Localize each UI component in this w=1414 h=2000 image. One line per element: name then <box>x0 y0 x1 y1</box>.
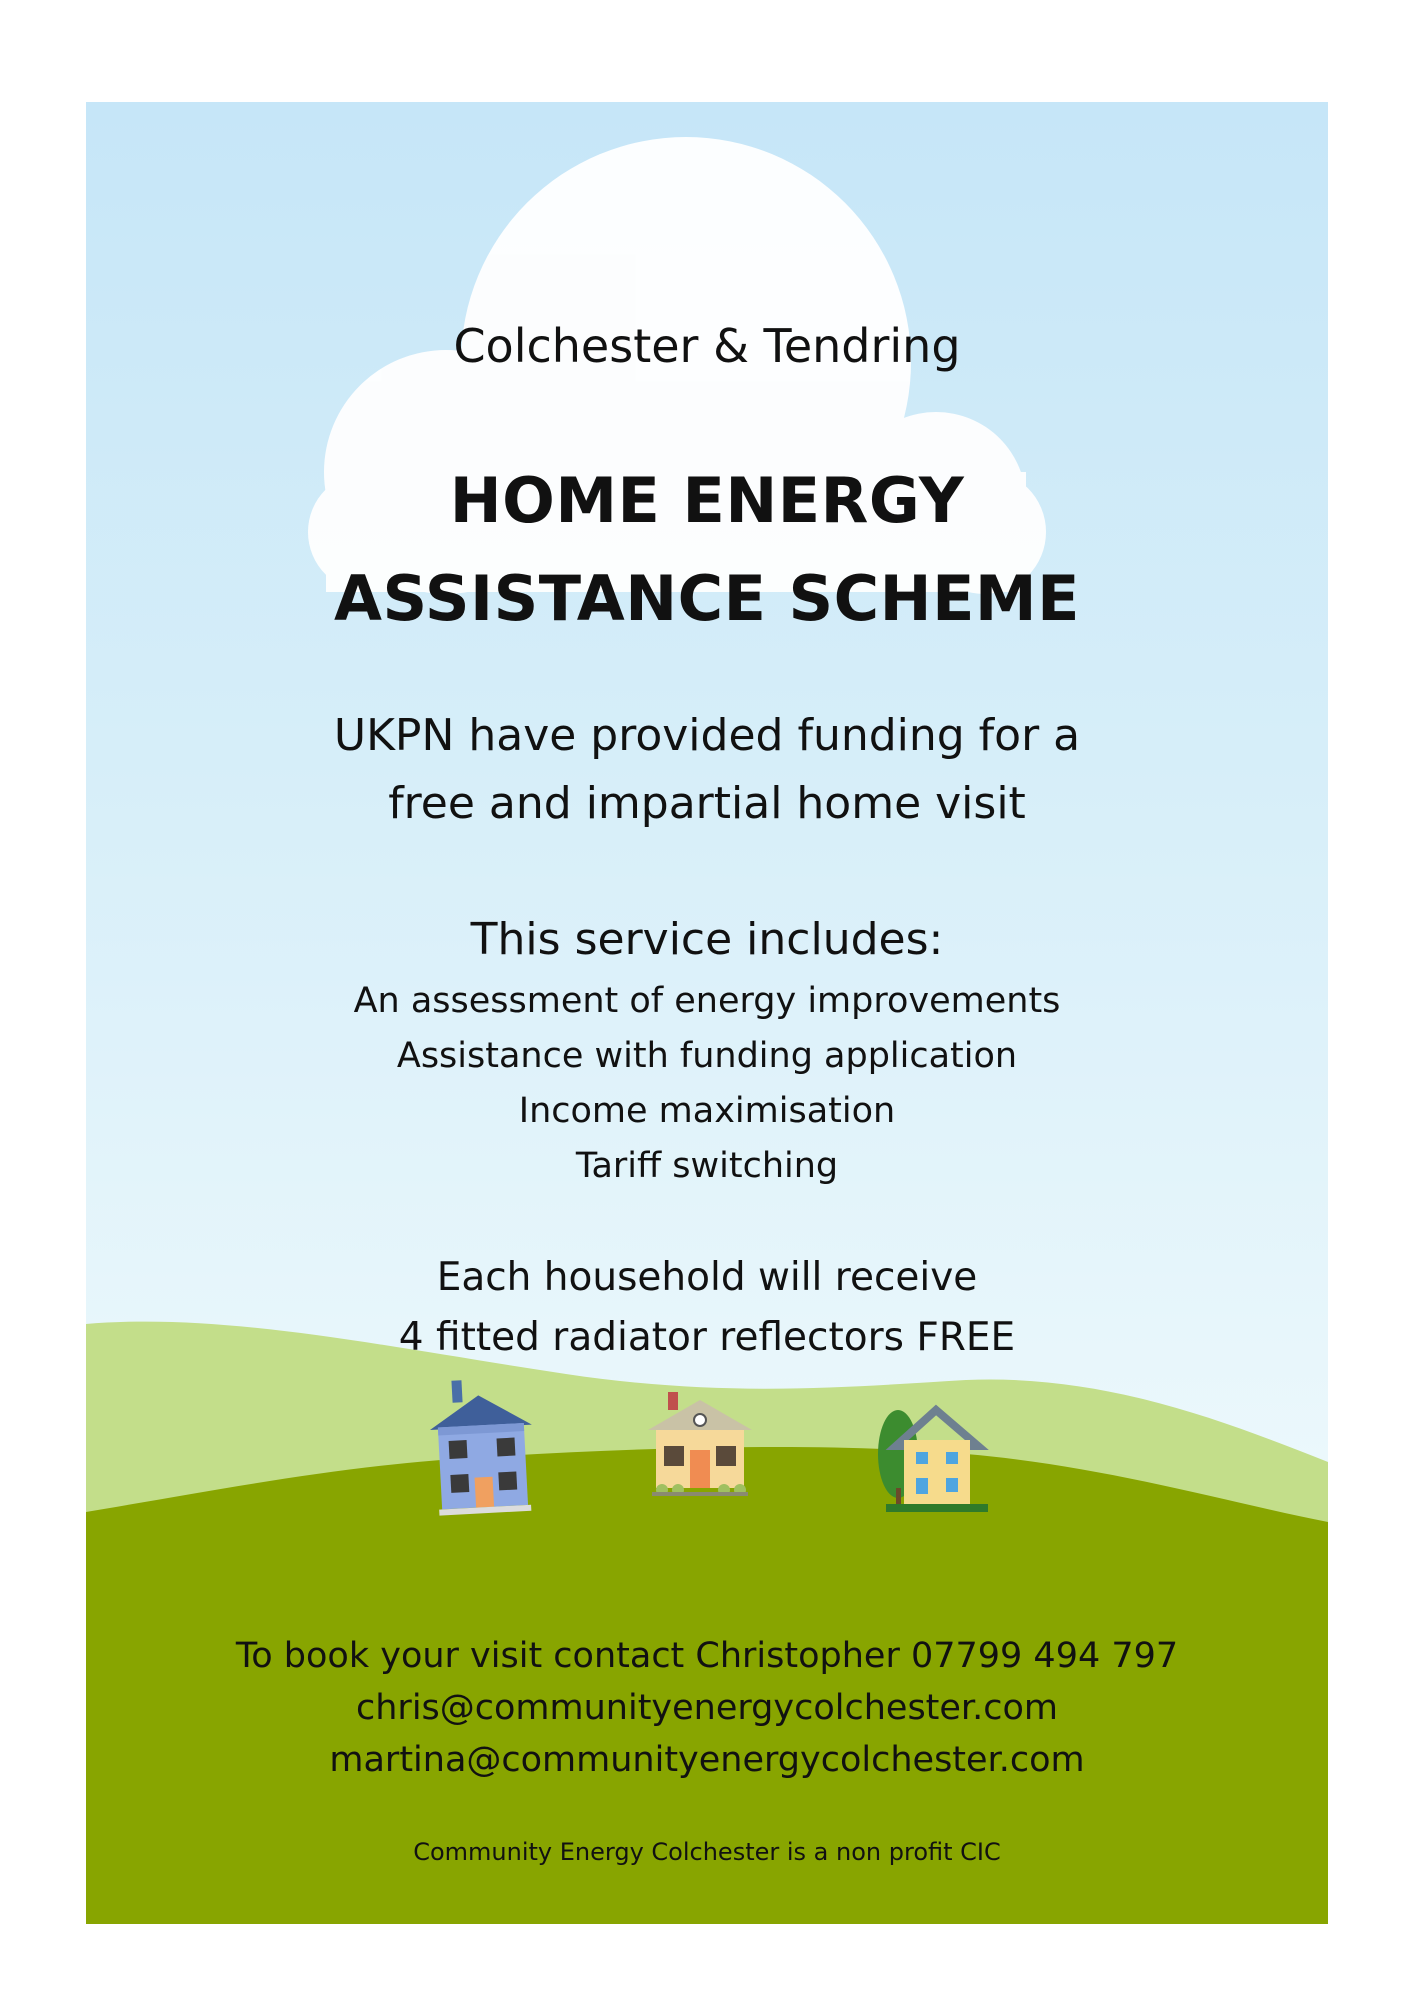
list-item: Tariff switching <box>575 1146 839 1186</box>
contact-phone-line: To book your visit contact Christopher 07799 494 797 <box>235 1636 1179 1676</box>
title-line: HOME ENERGY <box>449 464 965 537</box>
radiator-offer <box>86 1248 1328 1368</box>
flyer-poster <box>86 102 1328 1924</box>
list-item: Assistance with funding application <box>396 1036 1018 1076</box>
intro-line: free and impartial home visit <box>388 778 1026 829</box>
service-includes-heading: This service includes: <box>470 914 944 965</box>
offer-line: Each household will receive <box>436 1255 978 1300</box>
organisation-footnote: Community Energy Colchester is a non profit CIC <box>413 1838 1001 1866</box>
list-item: Income maximisation <box>518 1091 896 1131</box>
contact-block <box>86 1630 1328 1786</box>
region-subtitle: Colchester & Tendring <box>453 319 961 373</box>
intro-line: UKPN have provided funding for a <box>333 710 1081 761</box>
service-includes-list <box>86 974 1328 1194</box>
email-link-martina[interactable]: martina@communityenergycolchester.com <box>329 1740 1085 1780</box>
list-item: An assessment of energy improvements <box>353 981 1061 1021</box>
offer-line: 4 fitted radiator reflectors FREE <box>398 1315 1016 1360</box>
funding-intro <box>86 702 1328 838</box>
email-link-chris[interactable]: chris@communityenergycolchester.com <box>356 1688 1058 1728</box>
title-line: ASSISTANCE SCHEME <box>334 562 1080 635</box>
scheme-title <box>86 452 1328 648</box>
